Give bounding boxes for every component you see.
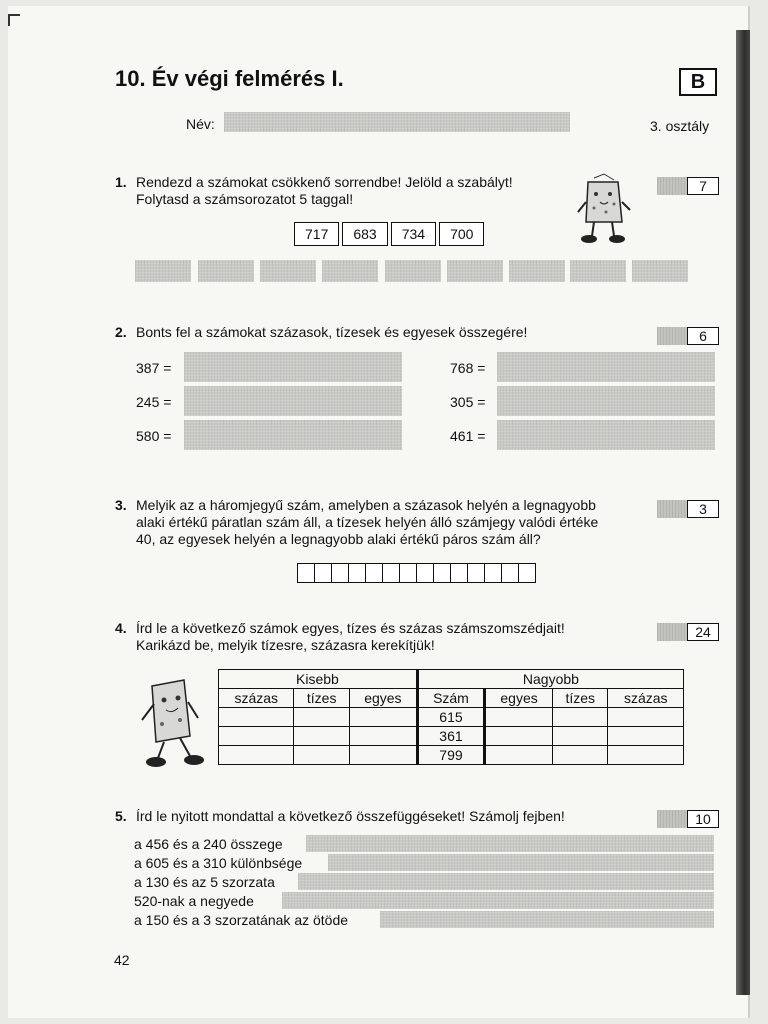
score-field[interactable] [657,177,687,195]
answer-field[interactable] [184,420,402,450]
answer-cell[interactable] [553,727,608,746]
task5-item: 520-nak a negyede [134,893,254,909]
answer-field[interactable] [497,352,715,382]
page-number: 42 [114,952,130,968]
column-header: százas [219,689,294,708]
task3-text-line1: Melyik az a háromjegyű szám, amelyben a százasok helyén a legnagyobb [136,497,596,513]
column-header: tízes [553,689,608,708]
task5-item: a 605 és a 310 különbsége [134,855,303,871]
answer-cell[interactable] [553,746,608,765]
task3-number: 3. [115,497,127,513]
sponge-mascot-icon [574,172,634,246]
answer-field[interactable] [260,260,316,282]
task2-right-label: 768 = [450,360,486,376]
task2-number: 2. [115,324,127,340]
answer-field[interactable] [322,260,378,282]
task4-max-score: 24 [687,623,719,641]
answer-cell[interactable] [219,746,294,765]
task1-text-line1: Rendezd a számokat csökkenő sorrendbe! Jelöld a szabályt! [136,174,513,190]
task2-max-score: 6 [687,327,719,345]
task5-item: a 150 és a 3 szorzatának az ötöde [134,912,349,928]
score-field[interactable] [657,500,687,518]
task1-score-box [657,177,719,195]
answer-cell[interactable] [553,708,608,727]
neighbors-table [218,669,684,765]
answer-field[interactable] [298,873,714,890]
score-field[interactable] [657,623,687,641]
column-header: Szám [417,689,484,708]
score-field[interactable] [657,810,687,828]
answer-field[interactable] [198,260,254,282]
answer-cell[interactable] [294,708,349,727]
task3-digit-grid[interactable] [298,563,536,583]
task2-score-box [657,327,719,345]
number-cell: 799 [417,746,484,765]
answer-field[interactable] [447,260,503,282]
task1-number-box: 683 [342,222,387,246]
column-header: tízes [294,689,349,708]
answer-field[interactable] [135,260,191,282]
task5-number: 5. [115,808,127,824]
task5-score-box [657,810,719,828]
task2-right-label: 305 = [450,394,486,410]
name-label: Név: [186,116,215,132]
answer-field[interactable] [509,260,565,282]
answer-cell[interactable] [485,708,553,727]
answer-field[interactable] [497,386,715,416]
number-cell: 361 [417,727,484,746]
task1-number: 1. [115,174,127,190]
table-row [219,727,684,746]
task1-number-box: 700 [439,222,484,246]
answer-cell[interactable] [349,708,417,727]
page-title: 10. Év végi felmérés I. [115,66,344,91]
answer-field[interactable] [184,386,402,416]
task5-item: a 456 és a 240 összege [134,836,283,852]
task4-score-box [657,623,719,641]
task4-text-line1: Írd le a következő számok egyes, tízes és százas számszomszédjait! [136,620,565,636]
answer-cell[interactable] [294,727,349,746]
task3-max-score: 3 [687,500,719,518]
number-cell: 615 [417,708,484,727]
group-header-larger: Nagyobb [417,670,683,689]
task3-text-line3: 40, az egyesek helyén a legnagyobb alaki értékű páros szám áll? [136,531,541,547]
answer-cell[interactable] [608,727,684,746]
column-header: százas [608,689,684,708]
answer-cell[interactable] [294,746,349,765]
task2-text: Bonts fel a számokat százasok, tízesek és egyesek összegére! [136,324,528,340]
book-spine-shadow [736,30,750,995]
table-row [219,708,684,727]
answer-field[interactable] [632,260,688,282]
task4-number: 4. [115,620,127,636]
answer-field[interactable] [282,892,714,909]
score-field[interactable] [657,327,687,345]
task1-max-score: 7 [687,177,719,195]
answer-cell[interactable] [219,727,294,746]
grade-label: 3. osztály [650,118,710,134]
group-header-smaller: Kisebb [219,670,418,689]
answer-field[interactable] [497,420,715,450]
answer-field[interactable] [306,835,714,852]
answer-field[interactable] [570,260,626,282]
task3-score-box [657,500,719,518]
task1-number-box: 717 [294,222,339,246]
answer-cell[interactable] [608,708,684,727]
answer-field[interactable] [380,911,714,928]
task1-text-line2: Folytasd a számsorozatot 5 taggal! [136,191,354,207]
answer-cell[interactable] [349,727,417,746]
column-header: egyes [349,689,417,708]
task2-right-label: 461 = [450,428,486,444]
task1-number-set [294,222,487,246]
task4-text-line2: Karikázd be, melyik tízesre, százasra kerekítjük! [136,637,435,653]
answer-cell[interactable] [219,708,294,727]
answer-cell[interactable] [485,727,553,746]
task5-max-score: 10 [687,810,719,828]
task1-number-box: 734 [391,222,436,246]
sponge-mascot-icon [134,674,210,770]
answer-field[interactable] [184,352,402,382]
answer-cell[interactable] [349,746,417,765]
answer-cell[interactable] [608,746,684,765]
column-header: egyes [485,689,553,708]
task3-text-line2: alaki értékű páratlan szám áll, a tízesek helyén álló számjegy valódi értéke [136,514,599,530]
crop-mark [8,14,20,26]
task2-left-label: 580 = [136,428,172,444]
answer-cell[interactable] [485,746,553,765]
variant-badge: B [679,68,717,96]
task2-left-label: 387 = [136,360,172,376]
task2-left-label: 245 = [136,394,172,410]
task5-item: a 130 és az 5 szorzata [134,874,275,890]
name-field[interactable] [224,112,570,132]
answer-field[interactable] [328,854,714,871]
table-row [219,746,684,765]
task5-text: Írd le nyitott mondattal a következő összefüggéseket! Számolj fejben! [136,808,565,824]
answer-field[interactable] [385,260,441,282]
